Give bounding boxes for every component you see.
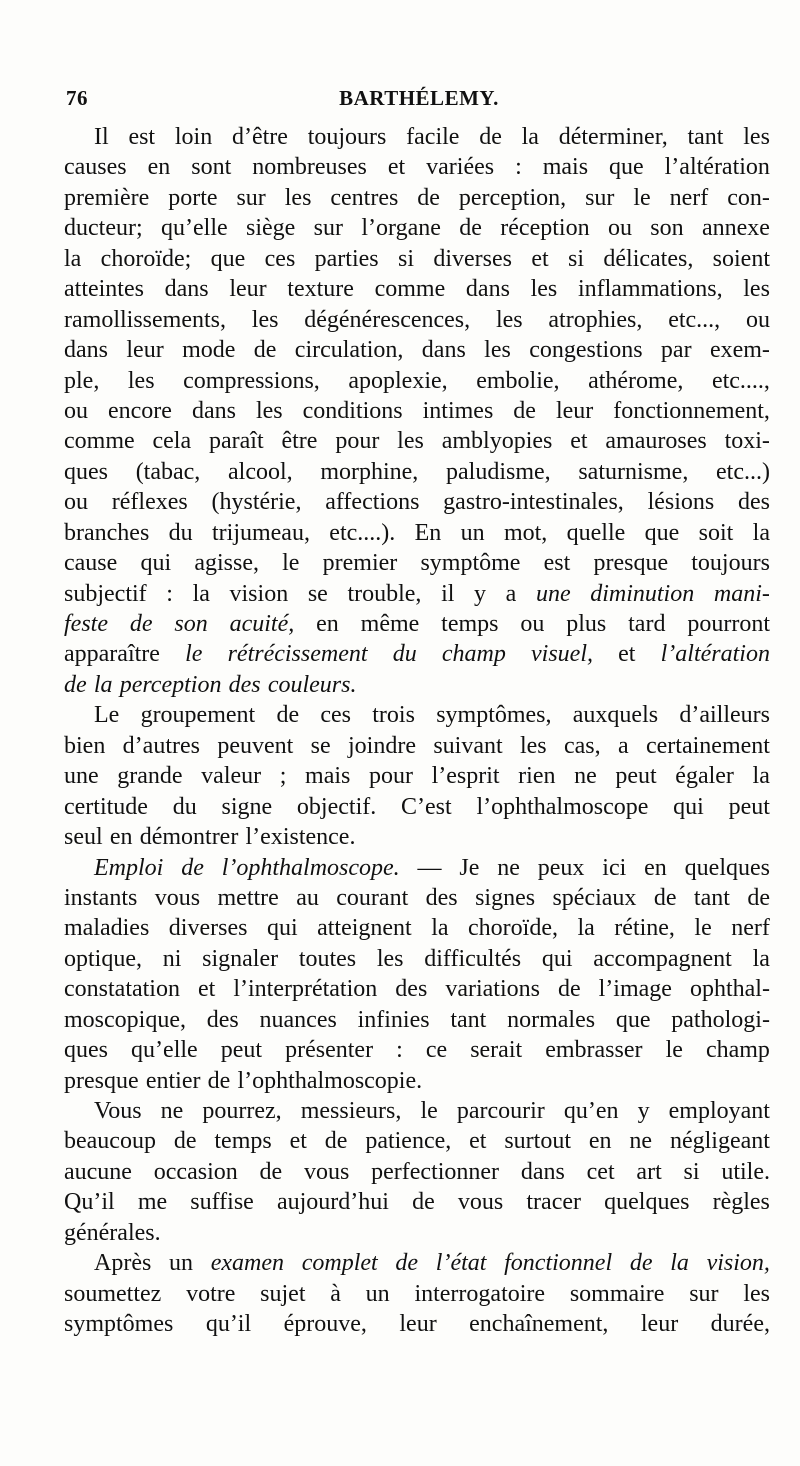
text-line: moscopique, des nuances infinies tant normales que pathologi- bbox=[64, 1006, 770, 1033]
body-text bbox=[64, 122, 770, 1340]
text-line: la choroïde; que ces parties si diverses et si délicates, soient bbox=[64, 245, 770, 272]
text-line: ramollissements, les dégénérescences, les atrophies, etc..., ou bbox=[64, 306, 770, 333]
text-line: causes en sont nombreuses et variées : mais que l’altération bbox=[64, 154, 770, 181]
text-line: feste de son acuité, en même temps ou plus tard pourront bbox=[64, 611, 770, 637]
text-line: branches du trijumeau, etc....). En un mot, quelle que soit la bbox=[64, 519, 770, 546]
text-line: atteintes dans leur texture comme dans les inflammations, les bbox=[64, 276, 770, 303]
text-line: Il est loin d’être toujours facile de la déterminer, tant les bbox=[94, 124, 770, 150]
text-line: ou réflexes (hystérie, affections gastro-intestinales, lésions des bbox=[64, 489, 770, 516]
text-line: maladies diverses qui atteignent la choroïde, la rétine, le nerf bbox=[64, 915, 770, 942]
text-line: première porte sur les centres de perception, sur le nerf con- bbox=[64, 184, 770, 211]
running-head-author: BARTHÉLEMY. bbox=[339, 86, 499, 110]
text-line: dans leur mode de circulation, dans les congestions par exem- bbox=[64, 337, 770, 364]
text-line: ducteur; qu’elle siège sur l’organe de réception ou son annexe bbox=[64, 215, 770, 242]
text-line: Vous ne pourrez, messieurs, le parcourir qu’en y employant bbox=[94, 1098, 770, 1124]
text-line: Qu’il me suffise aujourd’hui de vous tracer quelques règles bbox=[64, 1189, 770, 1216]
text-line: ou encore dans les conditions intimes de leur fonctionnement, bbox=[64, 397, 770, 424]
text-line: certitude du signe objectif. C’est l’ophthalmoscope qui peut bbox=[64, 793, 770, 820]
text-line: cause qui agisse, le premier symptôme est presque toujours bbox=[64, 550, 770, 577]
text-line: instants vous mettre au courant des signes spéciaux de tant de bbox=[64, 884, 770, 911]
text-line: subjectif : la vision se trouble, il y a une diminution mani- bbox=[64, 580, 770, 607]
text-line: comme cela paraît être pour les amblyopies et amauroses toxi- bbox=[64, 428, 770, 455]
text-line: beaucoup de temps et de patience, et surtout en ne négligeant bbox=[64, 1128, 770, 1155]
text-line: presque entier de l’ophthalmoscopie. bbox=[64, 1067, 423, 1094]
text-line: constatation et l’interprétation des variations de l’image ophthal- bbox=[64, 976, 770, 1003]
text-line: optique, ni signaler toutes les difficultés qui accompagnent la bbox=[64, 945, 770, 972]
text-line: ques (tabac, alcool, morphine, paludisme, saturnisme, etc...) bbox=[64, 458, 770, 485]
text-line: ques qu’elle peut présenter : ce serait embrasser le champ bbox=[64, 1037, 770, 1064]
text-line: seul en démontrer l’existence. bbox=[64, 824, 356, 851]
text-line: générales. bbox=[64, 1219, 161, 1246]
text-line: apparaître le rétrécissement du champ visuel, et l’altération bbox=[64, 641, 770, 668]
text-line: soumettez votre sujet à un interrogatoire sommaire sur les bbox=[64, 1280, 770, 1307]
page-number: 76 bbox=[66, 86, 88, 110]
text-line: Le groupement de ces trois symptômes, auxquels d’ailleurs bbox=[94, 702, 770, 729]
text-line: symptômes qu’il éprouve, leur enchaînement, leur durée, bbox=[64, 1311, 770, 1338]
text-line: aucune occasion de vous perfectionner dans cet art si utile. bbox=[64, 1158, 770, 1185]
running-head bbox=[66, 86, 772, 112]
text-line: Emploi de l’ophthalmoscope. — Je ne peux ici en quelques bbox=[94, 854, 770, 881]
text-line: Après un examen complet de l’état fonctionnel de la vision, bbox=[94, 1250, 770, 1277]
text-line: ple, les compressions, apoplexie, embolie, athérome, etc...., bbox=[64, 367, 770, 394]
text-line: une grande valeur ; mais pour l’esprit rien ne peut égaler la bbox=[64, 763, 770, 790]
text-line: bien d’autres peuvent se joindre suivant les cas, a certainement bbox=[64, 732, 770, 759]
text-line: de la perception des couleurs. bbox=[64, 671, 357, 698]
